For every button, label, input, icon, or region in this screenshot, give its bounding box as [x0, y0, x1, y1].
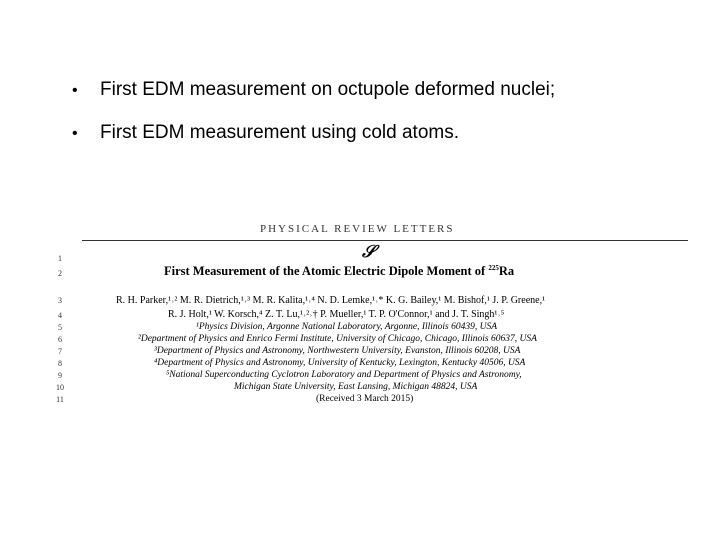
affiliation: ⁴Department of Physics and Astronomy, University of Kentucky, Lexington, Kentucky 40506, USA: [154, 358, 526, 368]
line-number: 7: [58, 347, 62, 356]
paper-title: [164, 264, 514, 279]
element-symbol: Ra: [498, 264, 515, 279]
bullet-list: [72, 78, 712, 164]
line-number: 10: [56, 383, 64, 392]
journal-name: PHYSICAL REVIEW LETTERS: [260, 223, 455, 235]
bullet-item: [72, 121, 712, 146]
affiliation: ³Department of Physics and Astronomy, Northwestern University, Evanston, Illinois 60208, USA: [154, 346, 521, 356]
line-number: 8: [58, 359, 62, 368]
bullet-text: First EDM measurement using cold atoms.: [100, 122, 460, 143]
bullet-text: First EDM measurement on octupole deformed nuclei;: [100, 79, 556, 100]
affiliation: ⁵National Superconducting Cyclotron Laboratory and Department of Physics and Astronomy,: [166, 370, 522, 380]
bullet-marker: •: [72, 125, 78, 142]
paper-header-image: [50, 218, 690, 418]
line-number: 3: [58, 296, 62, 305]
affiliation: ¹Physics Division, Argonne National Laboratory, Argonne, Illinois 60439, USA: [196, 322, 498, 332]
line-number: 1: [58, 254, 62, 263]
isotope-mass-number: 225: [488, 264, 499, 272]
received-date: (Received 3 March 2015): [316, 394, 414, 404]
line-number: 9: [58, 371, 62, 380]
authors-line: R. H. Parker,¹˒² M. R. Dietrich,¹˒³ M. R. Kalita,¹˒⁴ N. D. Lemke,¹˒* K. G. Bailey,¹ M. Bishof,¹ J. P. Greene,¹: [116, 295, 546, 306]
line-number: 4: [58, 311, 62, 320]
line-number: 5: [58, 323, 62, 332]
journal-logo-icon: 𝒮: [362, 242, 376, 261]
header-rule: [82, 240, 688, 241]
authors-line: R. J. Holt,¹ W. Korsch,⁴ Z. T. Lu,¹˒²˒† P. Mueller,¹ T. P. O'Connor,¹ and J. T. Singh¹˒⁵: [168, 309, 505, 320]
line-number: 6: [58, 335, 62, 344]
bullet-item: [72, 78, 712, 103]
line-number: 2: [58, 269, 62, 278]
affiliation: Michigan State University, East Lansing, Michigan 48824, USA: [234, 382, 478, 392]
line-number: 11: [56, 395, 64, 404]
affiliation: ²Department of Physics and Enrico Fermi Institute, University of Chicago, Chicago, Illinois 60637, USA: [138, 334, 537, 344]
bullet-marker: •: [72, 82, 78, 99]
paper-title-text: First Measurement of the Atomic Electric Dipole Moment of: [164, 264, 486, 279]
